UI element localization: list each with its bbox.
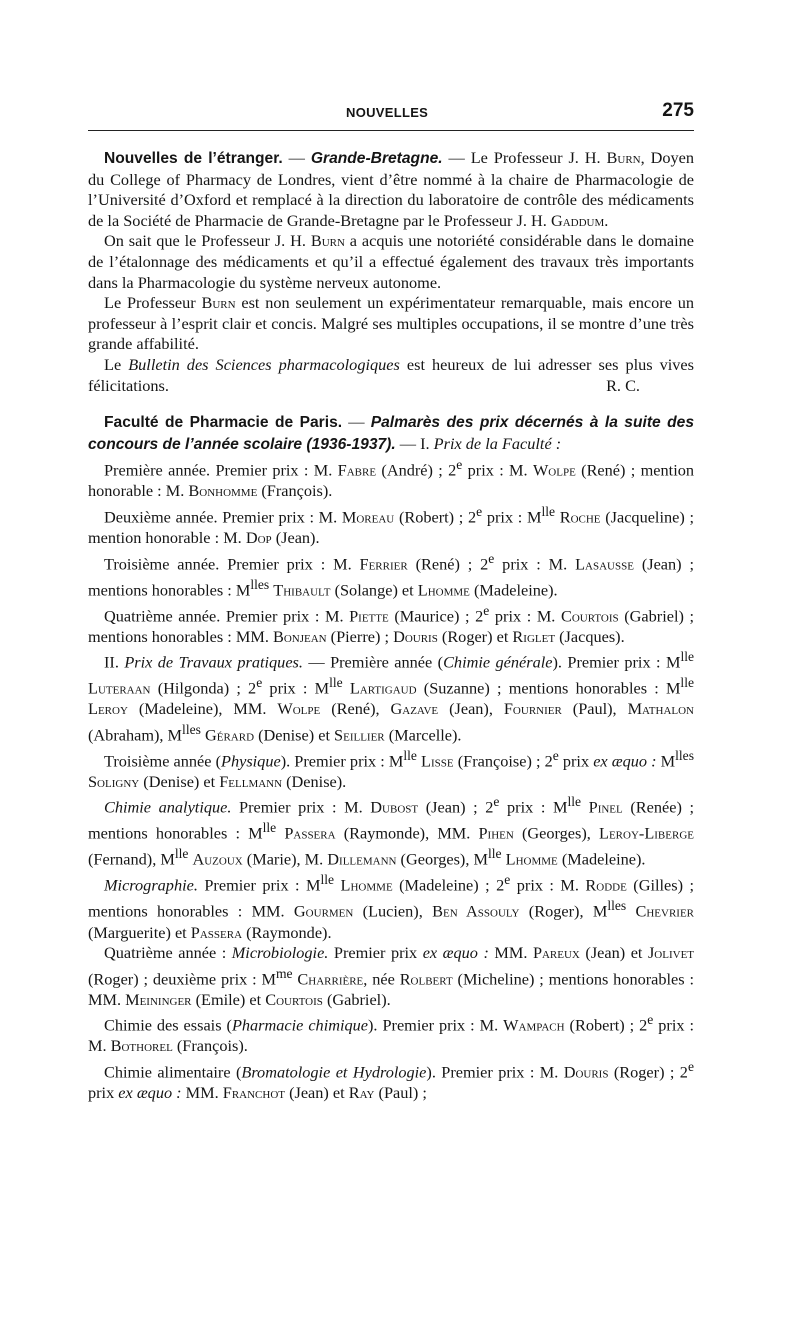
paragraph: Quatrième année. Premier prix : M. Piette (Maurice) ; 2e prix : M. Courtois (Gabriel) ; mentions honorables : MM. Bonjean (Pierre) ; Douris (Roger) et Riglet (Jacques). bbox=[88, 602, 695, 646]
signature: R. C. bbox=[606, 375, 640, 395]
running-head: NOUVELLES bbox=[346, 105, 429, 120]
paragraph: Troisième année (Physique). Premier prix : $M^{lle}$ Lisse (Françoise) ; 2e prix ex æquo : $M^{lles}$ Soligny (Denise) et Fellmann (Denise). bbox=[88, 747, 694, 791]
section-title: Nouvelles de l’étranger. bbox=[104, 150, 283, 167]
section-subtitle: Palmarès des prix décernés à la suite des concours de l’année scolaire (1936-1937). bbox=[88, 414, 695, 453]
paragraph: Chimie des essais (Pharmacie chimique). Premier prix : M. Wampach (Robert) ; 2e prix : M. Bothorel (François). bbox=[88, 1012, 694, 1056]
page-number: 275 bbox=[662, 100, 694, 121]
page-content bbox=[88, 148, 694, 1104]
paragraph: Troisième année. Premier prix : M. Ferrier (René) ; 2e prix : M. Lasausse (Jean) ; mentions honorables : $M^{lles}$ Thibault (Solange) et Lhomme (Madeleine). bbox=[88, 550, 694, 599]
paragraph: II. Prix de Travaux pratiques. — Première année (Chimie générale). Premier prix : $M^{lle}$ Luteraan (Hilgonda) ; 2e prix : $M^{lle}$ Lartigaud (Suzanne) ; mentions honorables : $M^{lle}$ Leroy (Madeleine), MM. Wolpe (René), Gazave (Jean), Fournier (Paul), Mathalon (Abraham), $M^{lles}$ Gérard (Denise) et Seillier (Marcelle). bbox=[88, 649, 695, 745]
paragraph: Chimie alimentaire (Bromatologie et Hydrologie). Premier prix : M. Douris (Roger) ; 2e prix ex æquo : MM. Franchot (Jean) et Ray (Paul) ; bbox=[88, 1058, 694, 1102]
paragraph: On sait que le Professeur J. H. Burn a acquis une notoriété considérable dans le domaine de l’étalonnage des médicaments et qu’il a effectué également des travaux très importants dans la Pharmacologie du système nerveux autonome. bbox=[88, 231, 695, 292]
paragraph: Le Bulletin des Sciences pharmacologiques est heureux de lui adresser ses plus vives félicitations. R. C. bbox=[88, 354, 694, 395]
paragraph: Chimie analytique. Premier prix : M. Dubost (Jean) ; 2e prix : $M^{lle}$ Pinel (Renée) ; mentions honorables : $M^{lle}$ Passera (Raymonde), MM. Pihen (Georges), Leroy-Liberge (Fernand), $M^{lle}$ Auzoux (Marie), M. Dillemann (Georges), $M^{lle}$ Lhomme (Madeleine). bbox=[88, 794, 695, 869]
section-title: Faculté de Pharmacie de Paris. bbox=[104, 414, 343, 432]
paragraph: Le Professeur Burn est non seulement un expérimentateur remarquable, mais encore un professeur à l’esprit clair et concis. Malgré ses multiples occupations, il se montre d’une très grande affabilité. bbox=[88, 293, 694, 354]
paragraph: Première année. Premier prix : M. Fabre (André) ; 2e prix : M. Wolpe (René) ; mention honorable : M. Bonhomme (François). bbox=[88, 457, 694, 501]
paragraph: Quatrième année : Microbiologie. Premier prix ex æquo : MM. Pareux (Jean) et Jolivet (Roger) ; deuxième prix : $M^{me}$ Charrière, née Rolbert (Micheline) ; mentions honorables : MM. Meininger (Emile) et Courtois (Gabriel). bbox=[88, 943, 695, 1009]
paragraph: Deuxième année. Premier prix : M. Moreau (Robert) ; 2e prix : $M^{lle}$ Roche (Jacqueline) ; mention honorable : M. Dop (Jean). bbox=[88, 503, 694, 547]
paris-faculty-heading: Faculté de Pharmacie de Paris. — Palmarès des prix décernés à la suite des concours de l’année scolaire (1936-1937). — I. Prix de la Faculté : bbox=[88, 412, 695, 453]
section-subtitle: Grande-Bretagne. bbox=[310, 150, 443, 167]
paragraph: Micrographie. Premier prix : $M^{lle}$ Lhomme (Madeleine) ; 2e prix : M. Rodde (Gilles) ; mentions honorables : MM. Gourmen (Lucien), Ben Assouly (Roger), $M^{lles}$ Chevrier (Marguerite) et Passera (Raymonde). bbox=[88, 872, 695, 942]
uk-news-paragraph: Nouvelles de l’étranger. — Grande-Bretagne. — Le Professeur J. H. Burn, Doyen du College of Pharmacy de Londres, vient d’être nommé à la chaire de Pharmacologie de l’Université d’Oxford et remplacé à la direction du laboratoire de contrôle des médicaments de la Société de Pharmacie de Grande-Bretagne par le Professeur J. H. Gaddum. bbox=[88, 148, 695, 230]
header-rule bbox=[88, 130, 694, 131]
page-header bbox=[88, 100, 694, 122]
